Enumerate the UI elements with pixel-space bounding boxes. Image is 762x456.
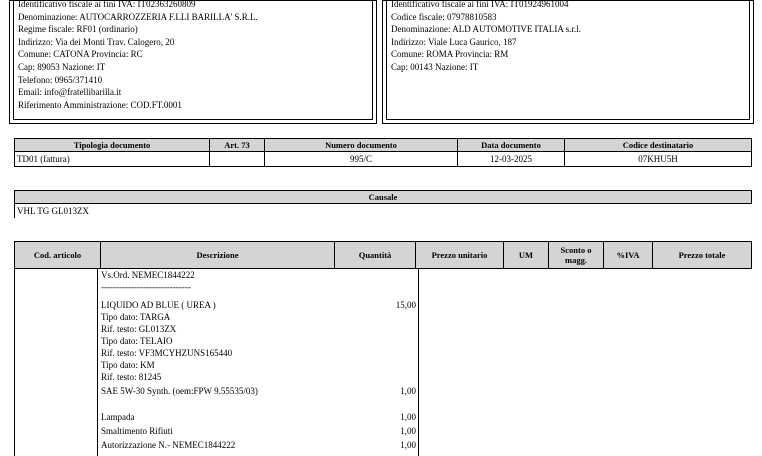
header-um: UM bbox=[504, 242, 549, 269]
line-description: SAE 5W-30 Synth. (oem:FPW 9.55535/03) bbox=[101, 386, 258, 396]
doc-recipient-code: 07KHU5H bbox=[565, 152, 752, 167]
header-cod-articolo: Cod. articolo bbox=[15, 242, 101, 269]
header-prezzo-unitario: Prezzo unitario bbox=[416, 242, 504, 269]
buyer-field: Indirizzo: Viale Luca Gaurico, 187 bbox=[391, 36, 517, 47]
seller-field: Telefono: 0965/371410 bbox=[18, 74, 103, 85]
line-description: Tipo dato: KM bbox=[101, 360, 155, 370]
doc-type: TD01 (fattura) bbox=[15, 152, 210, 167]
causale-value: VHL TG GL013ZX bbox=[15, 204, 752, 218]
line-description: Rif. testo: GL013ZX bbox=[101, 324, 177, 334]
header-descrizione: Descrizione bbox=[101, 242, 335, 269]
seller-field: Riferimento Amministrazione: COD.FT.0001 bbox=[18, 99, 182, 110]
buyer-field: Denominazione: ALD AUTOMOTIVE ITALIA s.r.l. bbox=[391, 24, 581, 35]
doc-art73 bbox=[210, 152, 265, 167]
header-data: Data documento bbox=[458, 139, 565, 152]
buyer-field: Codice fiscale: 07978810583 bbox=[391, 11, 497, 22]
doc-date: 12-03-2025 bbox=[458, 152, 565, 167]
header-codice-destinatario: Codice destinatario bbox=[565, 139, 752, 152]
header-quantita: Quantità bbox=[335, 242, 416, 269]
header-numero: Numero documento bbox=[265, 139, 458, 152]
buyer-field: Cap: 00143 Nazione: IT bbox=[391, 61, 479, 72]
line-quantity: 1,00 bbox=[400, 412, 416, 422]
line-description: Vs.Ord. NEMEC1844222 bbox=[101, 270, 195, 280]
line-description: Tipo dato: TELAIO bbox=[101, 336, 173, 346]
line-description: Smaltimento Rifiuti bbox=[101, 426, 173, 436]
line-quantity: 1,00 bbox=[400, 440, 416, 450]
doc-number: 995/C bbox=[265, 152, 458, 167]
seller-field: Comune: CATONA Provincia: RC bbox=[18, 49, 143, 60]
line-description: ------------------------------ bbox=[101, 282, 191, 292]
seller-field: Cap: 89053 Nazione: IT bbox=[18, 61, 106, 72]
line-quantity: 1,00 bbox=[400, 386, 416, 396]
line-description: Autorizzazione N.- NEMEC1844222 bbox=[101, 440, 236, 450]
seller-field: Identificativo fiscale ai fini IVA: IT02363260809 bbox=[18, 0, 196, 9]
seller-field: Indirizzo: Via dei Monti Trav. Calogero, 20 bbox=[18, 36, 175, 47]
line-description: Lampada bbox=[101, 412, 135, 422]
line-quantity: 1,00 bbox=[400, 426, 416, 436]
seller-field: Denominazione: AUTOCARROZZERIA F.LLI BARILLA' S.R.L. bbox=[18, 11, 258, 22]
col-line bbox=[97, 268, 98, 456]
buyer-field: Identificativo fiscale ai fini IVA: IT01924961004 bbox=[391, 0, 569, 9]
header-sconto: Sconto o magg. bbox=[549, 242, 604, 269]
line-description: Rif. testo: VF3MCYHZUNS165440 bbox=[101, 348, 233, 358]
line-description: LIQUIDO AD BLUE ( UREA ) bbox=[101, 300, 216, 310]
line-quantity: 15,00 bbox=[395, 300, 416, 310]
line-description: Tipo dato: TARGA bbox=[101, 312, 171, 322]
line-description: Rif. testo: 81245 bbox=[101, 372, 162, 382]
buyer-field: Comune: ROMA Provincia: RM bbox=[391, 49, 509, 60]
header-art73: Art. 73 bbox=[210, 139, 265, 152]
seller-box bbox=[9, 0, 377, 124]
causale-table bbox=[14, 190, 752, 218]
header-iva: %IVA bbox=[604, 242, 653, 269]
buyer-box bbox=[382, 0, 754, 124]
line-description bbox=[101, 397, 258, 409]
header-tipologia: Tipologia documento bbox=[15, 139, 210, 152]
col-line bbox=[14, 268, 15, 456]
seller-field: Regime fiscale: RF01 (ordinario) bbox=[18, 24, 138, 35]
header-prezzo-totale: Prezzo totale bbox=[653, 242, 752, 269]
lines-table bbox=[14, 241, 752, 269]
col-line bbox=[418, 268, 419, 456]
document-info-table bbox=[14, 138, 752, 167]
seller-field: Email: info@fratellibarilla.it bbox=[18, 87, 122, 98]
causale-header: Causale bbox=[15, 191, 752, 204]
